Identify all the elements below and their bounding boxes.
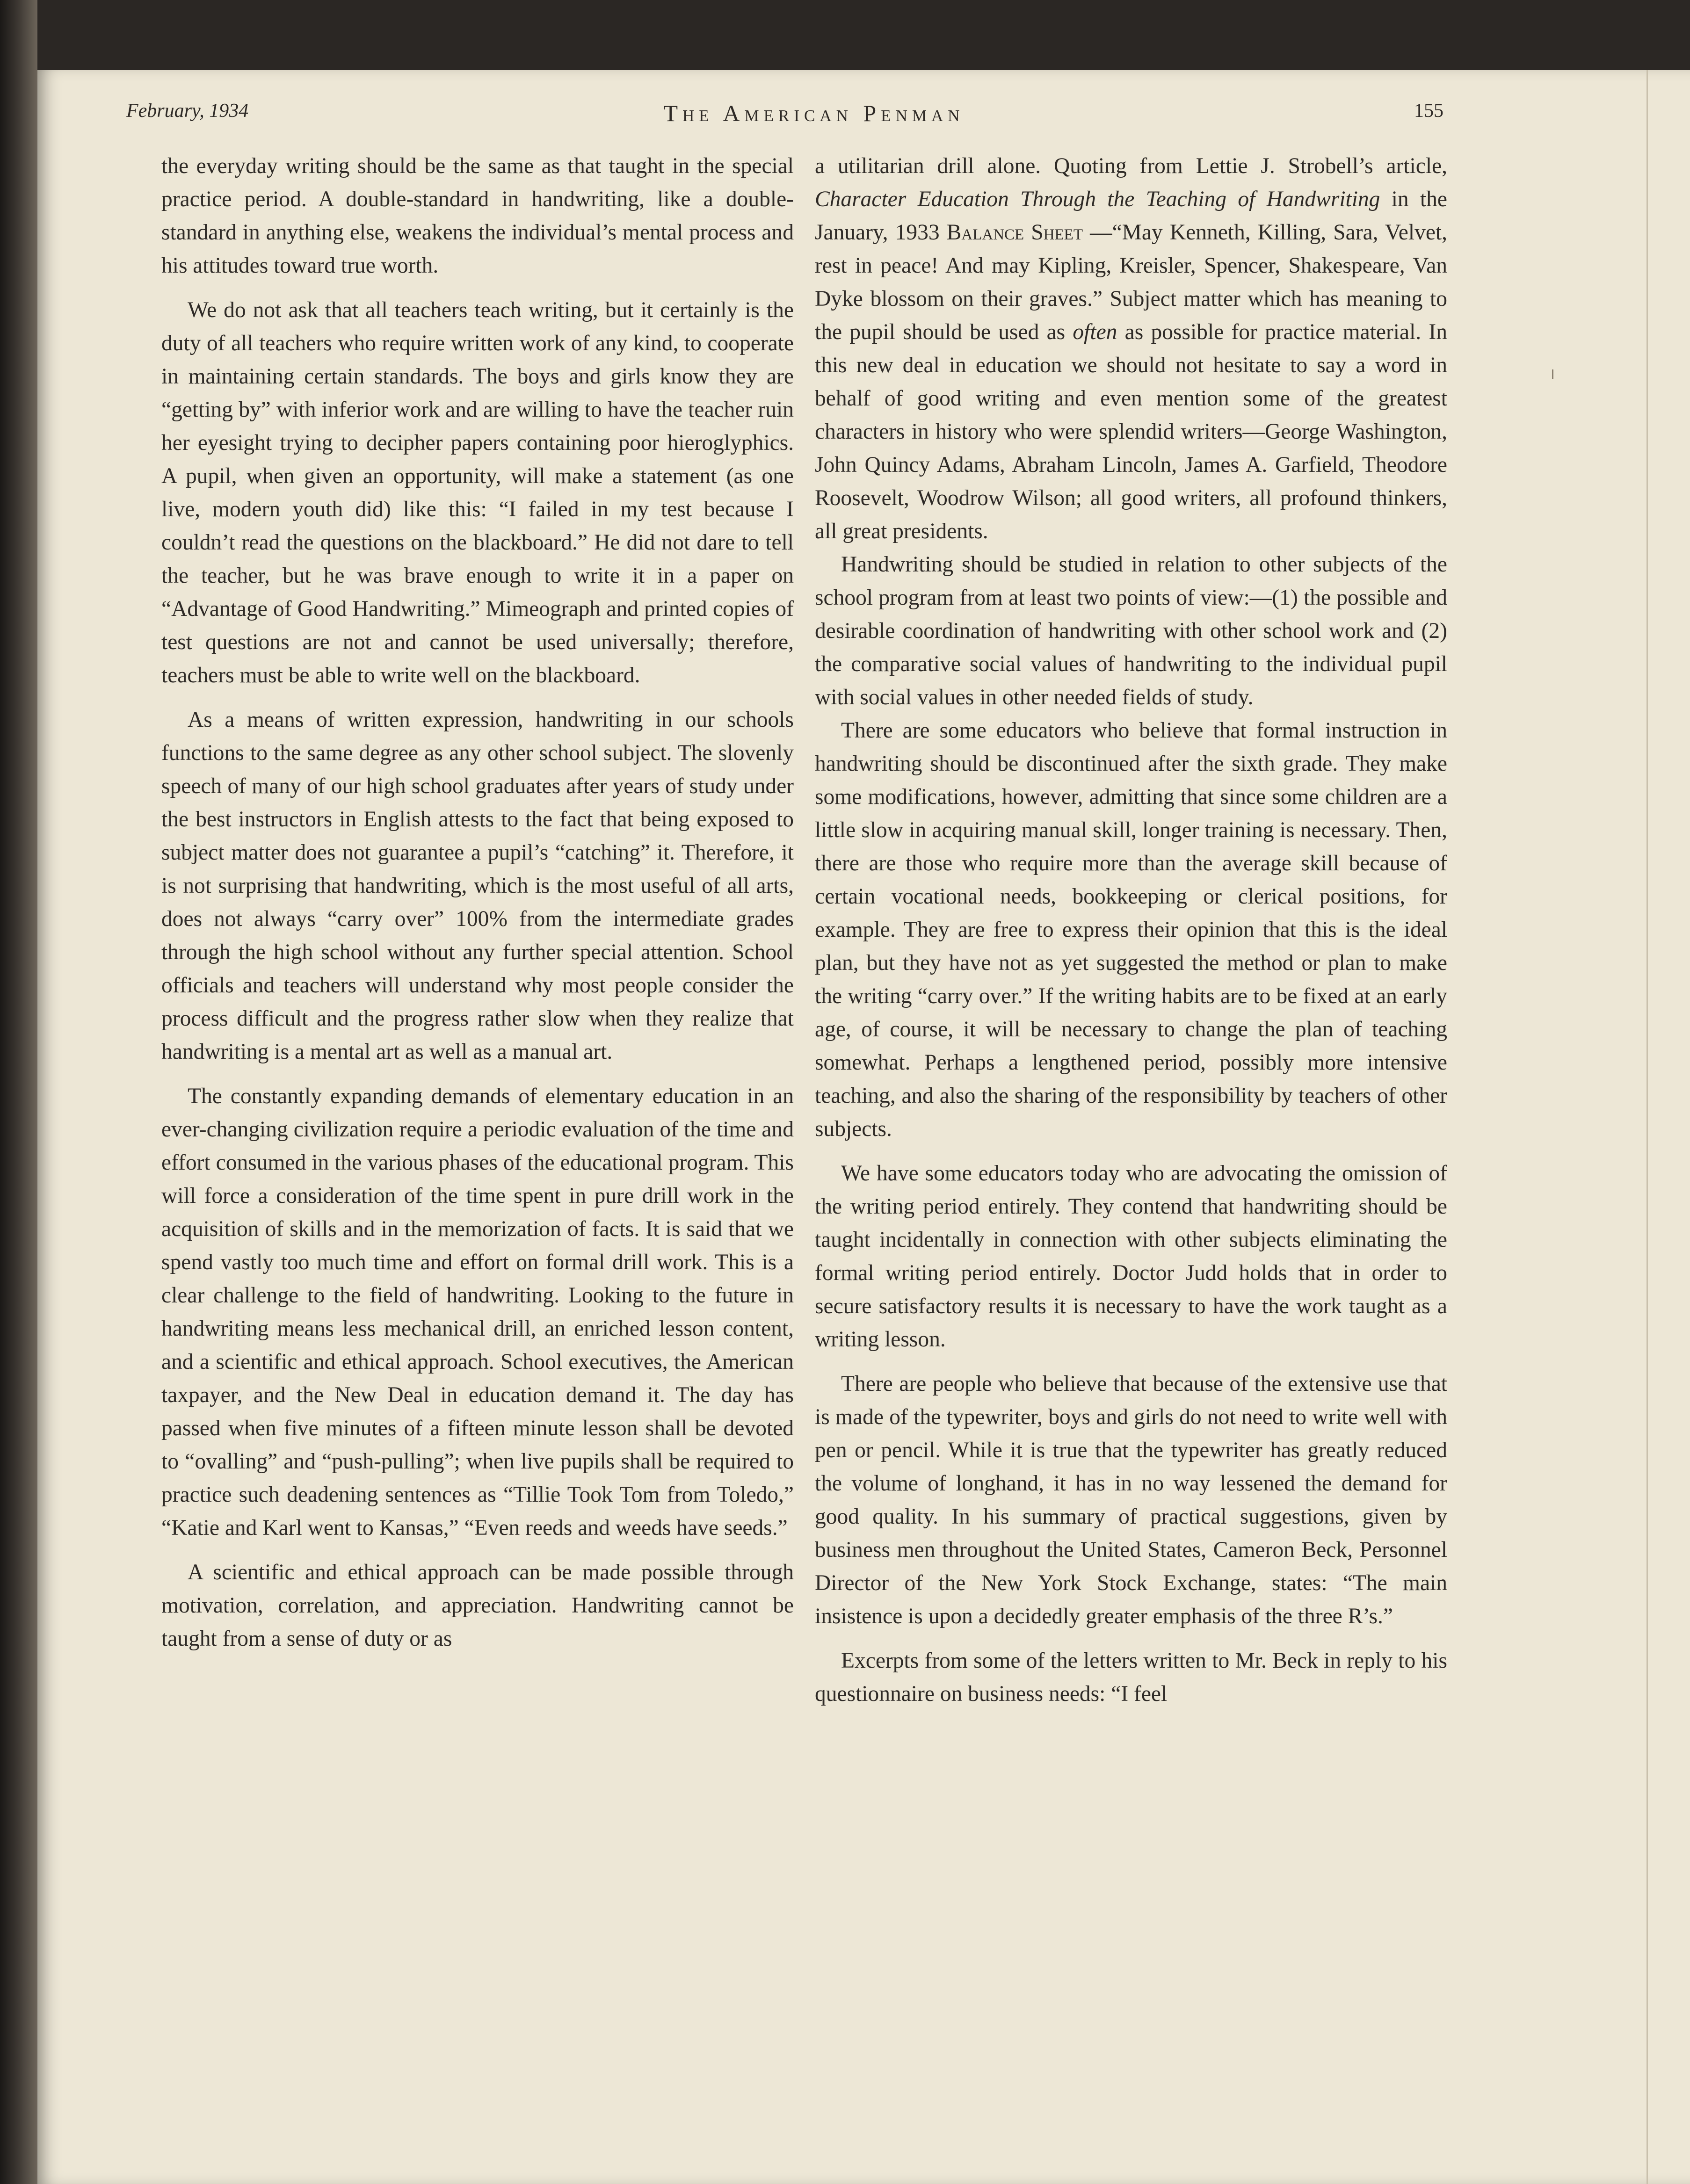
paragraph: Handwriting should be studied in relation to other subjects of the school program from at least two points of view:—(1) the possible and desirable coordination of handwriting with other school work and (2) the comparative social values of handwriting to the individual pupil with social values in other needed fields of study. bbox=[815, 552, 1447, 709]
emphasis: often bbox=[1073, 320, 1117, 344]
journal-title: The American Penman bbox=[663, 100, 965, 126]
paragraph: There are some educators who believe that formal instruction in handwriting should be discontinued after the sixth grade. They make some modifications, however, admitting that since some children are a little slow in acquiring manual skill, longer training is necessary. Then, there are those who require more than the average skill because of certain vocational needs, bookkeeping or clerical positions, for example. They are free to express their opinion that this is the ideal plan, but they have not as yet suggested the method or plan to make the writing “carry over.” If the writing habits are to be fixed at an early age, of course, it will be necessary to change the plan of teaching somewhat. Perhaps a lengthened period, possibly more intensive teaching, and also the sharing of the responsibility by teachers of other subjects. bbox=[815, 718, 1447, 1141]
paragraph: The constantly expanding demands of elementary education in an ever-changing civilization require a periodic evaluation of the time and effort consumed in the various phases of the educational program. This will force a consideration of the time spent in pure drill work in the acquisition of skills and in the memorization of facts. It is said that we spend vastly too much time and effort on formal drill work. This is a clear challenge to the field of handwriting. Looking to the future in handwriting means less mechanical drill, an enriched lesson content, and a scientific and ethical approach. School executives, the American taxpayer, and the New Deal in education demand it. The day has passed when five minutes of a fifteen minute lesson shall be devoted to “ovalling” and “push-pulling”; when live pupils shall be required to practice such deadening sentences as “Tillie Took Tom from Toledo,” “Katie and Karl went to Kansas,” “Even reeds and weeds have seeds.” bbox=[161, 1084, 794, 1540]
journal-name: Balance Sheet bbox=[946, 220, 1083, 245]
right-column bbox=[815, 150, 1447, 1711]
paragraph: A scientific and ethical approach can be made possible through motivation, correlation, and appreciation. Handwriting cannot be taught from a sense of duty or as bbox=[161, 1560, 794, 1651]
page-edge-line bbox=[1646, 70, 1648, 2184]
book-spine-shadow bbox=[0, 0, 37, 2184]
paragraph: There are people who believe that because of the extensive use that is made of the typewriter, boys and girls do not need to write well with pen or pencil. While it is true that the typewriter has greatly reduced the volume of longhand, it has in no way lessened the demand for good quality. In his summary of practical suggestions, given by business men throughout the United States, Cameron Beck, Personnel Director of the New York Stock Exchange, states: “The main insistence is upon a decidedly greater emphasis of the three R’s.” bbox=[815, 1372, 1447, 1628]
paragraph: Excerpts from some of the letters written to Mr. Beck in reply to his questionnaire on business needs: “I feel bbox=[815, 1649, 1447, 1706]
paragraph: We do not ask that all teachers teach writing, but it certainly is the duty of all teachers who require written work of any kind, to cooperate in maintaining certain standards. The boys and girls know they are “getting by” with inferior work and are willing to have the teacher ruin her eyesight trying to decipher papers containing poor hieroglyphics. A pupil, when given an opportunity, will make a statement (as one live, modern youth did) like this: “I failed in my test because I couldn’t read the questions on the blackboard.” He did not dare to tell the teacher, but he was brave enough to write it in a paper on “Advantage of Good Handwriting.” Mimeograph and printed copies of test questions are not and cannot be used universally; therefore, teachers must be able to write well on the blackboard. bbox=[161, 298, 794, 687]
issue-date: February, 1934 bbox=[126, 100, 249, 122]
paragraph bbox=[815, 150, 1447, 548]
page-number: 155 bbox=[1414, 100, 1443, 122]
text-run: in the January, 1933 bbox=[815, 187, 1448, 245]
margin-mark bbox=[1552, 369, 1553, 379]
article-title: Character Education Through the Teaching of Handwriting bbox=[815, 187, 1380, 211]
text-run: a utilitarian drill alone. Quoting from Lettie J. Strobell’s article, bbox=[815, 154, 1447, 178]
paragraph: We have some educators today who are advocating the omission of the writing period entirely. They contend that handwriting should be taught incidentally in connection with other subjects eliminating the formal writing period entirely. Doctor Judd holds that in order to secure satisfactory results it is necessary to have the work taught as a writing lesson. bbox=[815, 1161, 1447, 1352]
paragraph: the everyday writing should be the same as that taught in the special practice period. A double-standard in handwriting, like a double-standard in anything else, weakens the individual’s mental process and his attitudes toward true worth. bbox=[161, 154, 794, 278]
text-run: as possible for practice material. In this new deal in education we should not hesitate to say a word in behalf of good writing and even mention some of the greatest characters in history who were splendid writers—George Washington, John Quincy Adams, Abraham Lincoln, James A. Garfield, Theodore Roosevelt, Woodrow Wilson; all good writers, all profound thinkers, all great presidents. bbox=[815, 320, 1447, 543]
paragraph: As a means of written expression, handwriting in our schools functions to the same degree as any other school subject. The slovenly speech of many of our high school graduates after years of study under the best instructors in English attests to the fact that being exposed to subject matter does not guarantee a pupil’s “catching” it. Therefore, it is not surprising that handwriting, which is the most useful of all arts, does not always “carry over” 100% from the intermediate grades through the high school without any further special attention. School officials and teachers will understand why most people consider the process difficult and the progress rather slow when they realize that handwriting is a mental art as well as a manual art. bbox=[161, 708, 794, 1064]
left-column bbox=[161, 150, 794, 1656]
text-run: —“May Kenneth, Killing, Sara, Velvet, rest in peace! And may Kipling, Kreisler, Spencer, Shakespeare, Van Dyke blossom on their graves.” Subject matter which has meaning to the pupil should be used as bbox=[815, 220, 1447, 344]
